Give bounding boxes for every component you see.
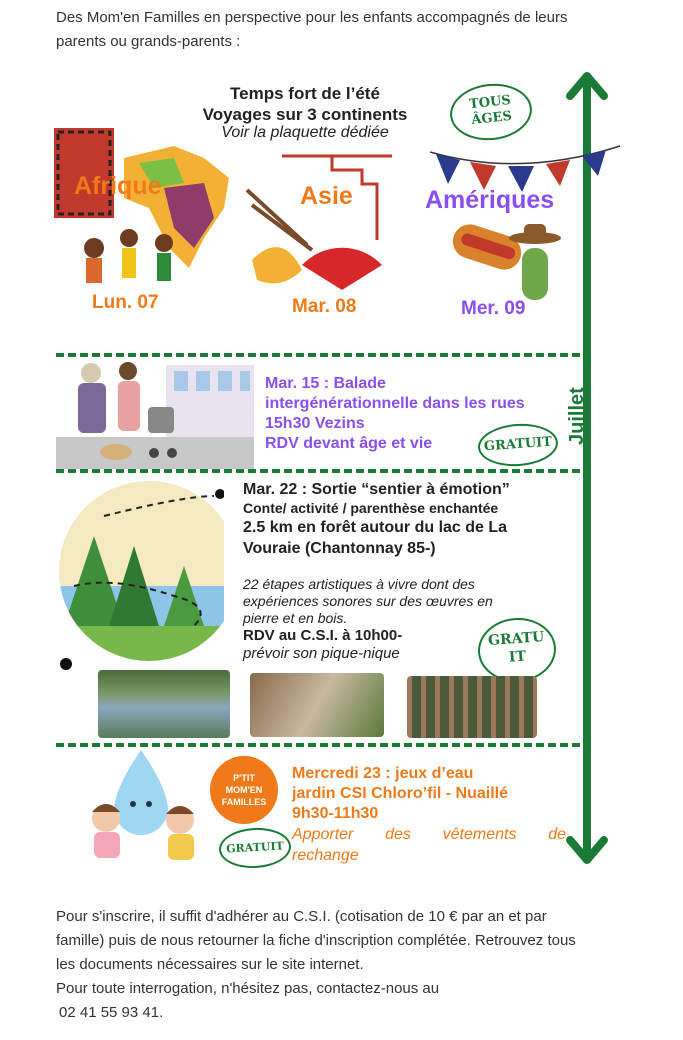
date-asia: Mar. 08 [292, 296, 357, 317]
event2-place: 2.5 km en forêt autour du lac de La [243, 519, 508, 536]
footer-line: Pour toute interrogation, n'hésitez pas, contactez-nous au [56, 980, 440, 997]
event3-place: jardin CSI Chloro’fil - Nuaillé [292, 785, 509, 802]
forest-illustration [54, 476, 224, 671]
summer-title-2: Voyages sur 3 continents [202, 105, 408, 124]
region-americas: Amériques [425, 186, 555, 214]
free-badge: GRATU IT [476, 615, 558, 684]
event3-time: 9h30-11h30 [292, 805, 379, 822]
event1-date: Mar. 15 : Balade [265, 375, 386, 392]
asia-illustration [242, 150, 402, 295]
walk-illustration [56, 357, 254, 469]
divider [56, 469, 580, 473]
footer-line: famille) puis de nous retourner la fiche d'inscription complétée. Retrouvez tous [56, 932, 576, 949]
free-badge: GRATUIT [477, 421, 560, 468]
event2-place-2: Vouraie (Chantonnay 85-) [243, 540, 436, 557]
phone-number[interactable]: 02 41 55 93 41. [59, 1004, 164, 1021]
date-americas: Mer. 09 [461, 298, 526, 319]
intro-text: Des Mom'en Familles en perspective pour les enfants accompagnés de leurs parents ou grands-parents : [56, 9, 568, 50]
footer-line: Pour s'inscrire, il suffit d'adhérer au C.S.I. (cotisation de 10 € par an et par [56, 908, 547, 925]
region-africa: Afrique [74, 172, 162, 200]
month-label: Juillet [566, 387, 588, 445]
event2-picnic: prévoir son pique-nique [243, 645, 400, 662]
event3-note: Apporter des vêtements de [292, 826, 566, 843]
wood-sculpture-photo [407, 676, 537, 738]
tous-ages-badge: TOUS ÂGES [447, 80, 534, 144]
event2-title: Mar. 22 : Sortie “sentier à émotion” [243, 481, 510, 498]
africa-illustration [54, 128, 234, 288]
event1-title: intergénérationnelle dans les rues [265, 395, 525, 412]
summer-title: Temps fort de l’été [230, 84, 380, 103]
ptit-momen-logo: P'TIT MOM'EN FAMILLES [210, 756, 278, 824]
path-photo [250, 673, 384, 737]
event2-description: 22 étapes artistiques à vivre dont des [243, 576, 475, 592]
americas-illustration [430, 138, 630, 308]
footer-line: les documents nécessaires sur le site internet. [56, 956, 364, 973]
event1-meeting: RDV devant âge et vie [265, 435, 433, 452]
summer-subtitle: Voir la plaquette dédiée [221, 124, 389, 141]
date-africa: Lun. 07 [92, 292, 159, 313]
event2-rdv: RDV au C.S.I. à 10h00- [243, 627, 403, 644]
event1-time: 15h30 Vezins [265, 415, 365, 432]
lake-photo [98, 670, 230, 738]
event2-description-3: pierre et en bois. [243, 610, 348, 626]
event2-description-2: expériences sonores sur des œuvres en [243, 593, 493, 609]
event2-subtitle: Conte/ activité / parenthèse enchantée [243, 500, 499, 516]
event3-note-2: rechange [292, 847, 359, 864]
water-play-illustration [76, 746, 206, 866]
region-asia: Asie [300, 182, 353, 210]
footer-text [56, 905, 626, 1025]
free-badge: GRATUIT [218, 826, 292, 870]
event3-title: Mercredi 23 : jeux d’eau [292, 765, 474, 782]
